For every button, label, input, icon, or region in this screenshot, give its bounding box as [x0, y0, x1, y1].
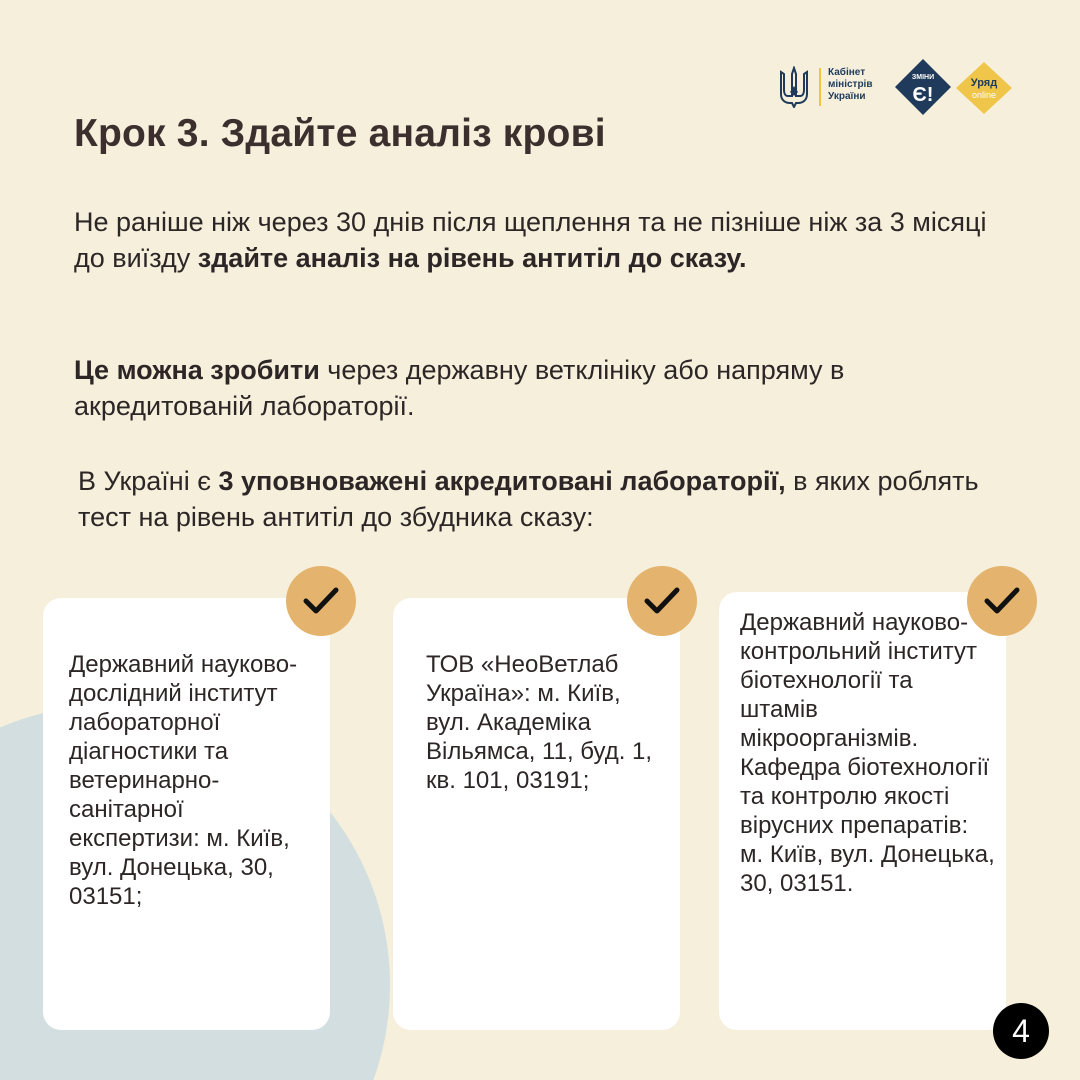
- cabinet-line: міністрів: [828, 79, 873, 90]
- lab-card-text: ТОВ «НеоВетлаб Україна»: м. Київ, вул. Академіка Вільямса, 11, буд. 1, кв. 101, 03191;: [426, 651, 653, 794]
- page-title: Крок 3. Здайте аналіз крові: [74, 112, 606, 155]
- uriad-online-logo-icon: [954, 60, 1014, 116]
- cabinet-line: Кабінет: [828, 67, 866, 78]
- checkmark-icon: [644, 586, 680, 616]
- page-number-badge: 4: [993, 1003, 1049, 1059]
- checkmark-badge: [286, 566, 356, 636]
- lab-card-text: Державний науково-контрольний інститут біотехнології та штамів мікроорганізмів. Кафедра біотехнології та контролю якості вірусних препаратів: м. Київ, вул. Донецька, 30, 03151.: [740, 609, 995, 897]
- paragraph-where: [74, 352, 1004, 424]
- uriad-sub: online: [971, 90, 997, 100]
- zminy-label: ЗМІНИ: [911, 74, 935, 81]
- trident-icon: [779, 66, 809, 108]
- paragraph-text: в яких роблять тест на рівень антитіл до збудника сказу:: [78, 466, 979, 532]
- lab-card: [719, 592, 1006, 1030]
- checkmark-badge: [627, 566, 697, 636]
- zminy-logo-icon: [894, 58, 952, 116]
- cabinet-line: України: [828, 91, 866, 102]
- checkmark-icon: [303, 586, 339, 616]
- paragraph-text: через державну ветклініку або напряму в акредитованій лабораторії.: [74, 355, 845, 421]
- paragraph-text: В Україні є: [78, 466, 219, 496]
- paragraph-bold: Це можна зробити: [74, 355, 320, 385]
- checkmark-badge: [967, 566, 1037, 636]
- lab-card: [43, 598, 330, 1030]
- paragraph-bold: здайте аналіз на рівень антитіл до сказу.: [197, 243, 747, 273]
- lab-card: [393, 598, 680, 1030]
- paragraph-text: Не раніше ніж через 30 днів після щеплення та не пізніше ніж за 3 місяці до виїзду: [74, 207, 987, 273]
- lab-card-text: Державний науково-дослідний інститут лабораторної діагностики та ветеринарно-санітарної експертизи: м. Київ, вул. Донецька, 30, 03151;: [69, 651, 298, 910]
- logo-divider: [819, 68, 821, 106]
- paragraph-labs-intro: [78, 463, 1008, 535]
- zminy-letter: Є!: [912, 84, 934, 106]
- checkmark-icon: [984, 586, 1020, 616]
- uriad-label: Уряд: [970, 77, 998, 89]
- paragraph-timing: [74, 204, 1004, 276]
- cabinet-logo-text: [828, 67, 892, 103]
- paragraph-bold: 3 уповноважені акредитовані лабораторії,: [218, 466, 786, 496]
